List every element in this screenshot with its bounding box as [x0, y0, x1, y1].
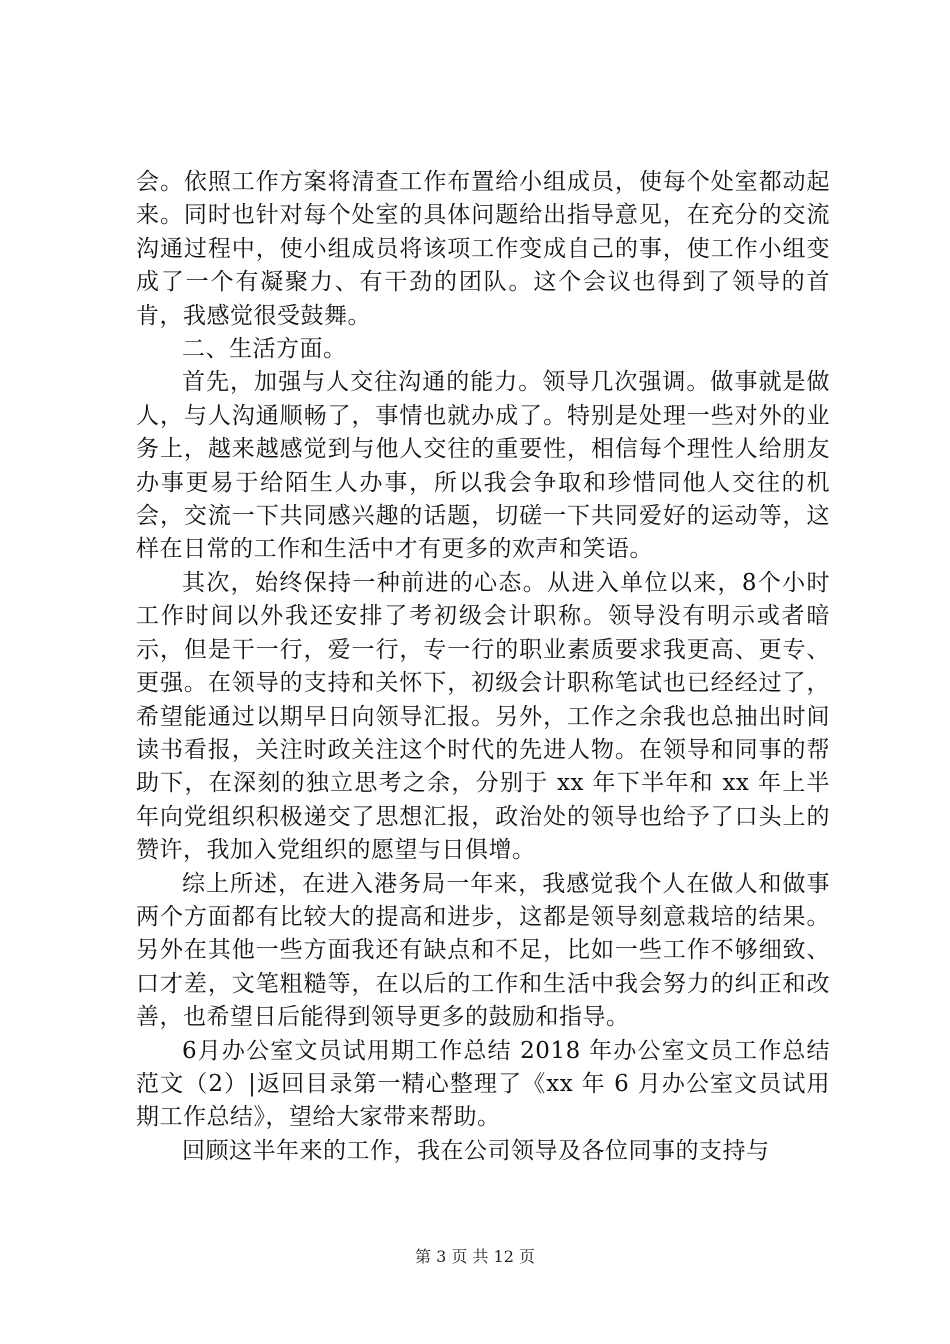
paragraph-progress-mindset: 其次，始终保持一种前进的心态。从进入单位以来，8个小时工作时间以外我还安排了考初级会计职称。领导没有明示或者暗示，但是干一行，爱一行，专一行的职业素质要求我更高、更专、更强。在领导的支持和关怀下，初级会计职称笔试也已经经过了，希望能通过以期早日向领导汇报。另外，工作之余我也总抽出时间读书看报，关注时政关注这个时代的先进人物。在领导和同事的帮助下，在深刻的独立思考之余，分别于 xx 年下半年和 xx 年上半年向党组织积极递交了思想汇报，政治处的领导也给予了口头上的赞许，我加入党组织的愿望与日俱增。: [136, 569, 830, 864]
section-heading-life: 二、生活方面。: [182, 336, 347, 363]
document-body: [136, 166, 830, 1168]
paragraph-meeting-result: 会。依照工作方案将清查工作布置给小组成员，使每个处室都动起来。同时也针对每个处室的具体问题给出指导意见，在充分的交流沟通过程中，使小组成员将该项工作变成自己的事，使工作小组变成了一个有凝聚力、有干劲的团队。这个会议也得到了领导的首肯，我感觉很受鼓舞。: [136, 169, 830, 329]
paragraph-communication: 首先，加强与人交往沟通的能力。领导几次强调。做事就是做人，与人沟通顺畅了，事情也就办成了。特别是处理一些对外的业务上，越来越感觉到与他人交往的重要性，相信每个理性人给朋友办事更易于给陌生人办事，所以我会争取和珍惜同他人交往的机会，交流一下共同感兴趣的话题，切磋一下共同爱好的运动等，这样在日常的工作和生活中才有更多的欢声和笑语。: [136, 369, 830, 563]
paragraph-article-link: 6月办公室文员试用期工作总结 2018 年办公室文员工作总结范文（2）|返回目录第一精心整理了《xx 年 6 月办公室文员试用期工作总结》，望给大家带来帮助。: [136, 1037, 830, 1131]
page-number-footer: 第 3 页 共 12 页: [415, 1247, 535, 1266]
paragraph-summary: 综上所述，在进入港务局一年来，我感觉我个人在做人和做事两个方面都有比较大的提高和进步，这都是领导刻意栽培的结果。另外在其他一些方面我还有缺点和不足，比如一些工作不够细致、口才差，文笔粗糙等，在以后的工作和生活中我会努力的纠正和改善，也希望日后能得到领导更多的鼓励和指导。: [136, 870, 830, 1031]
paragraph-review-start: 回顾这半年来的工作，我在公司领导及各位同事的支持与: [182, 1137, 770, 1164]
